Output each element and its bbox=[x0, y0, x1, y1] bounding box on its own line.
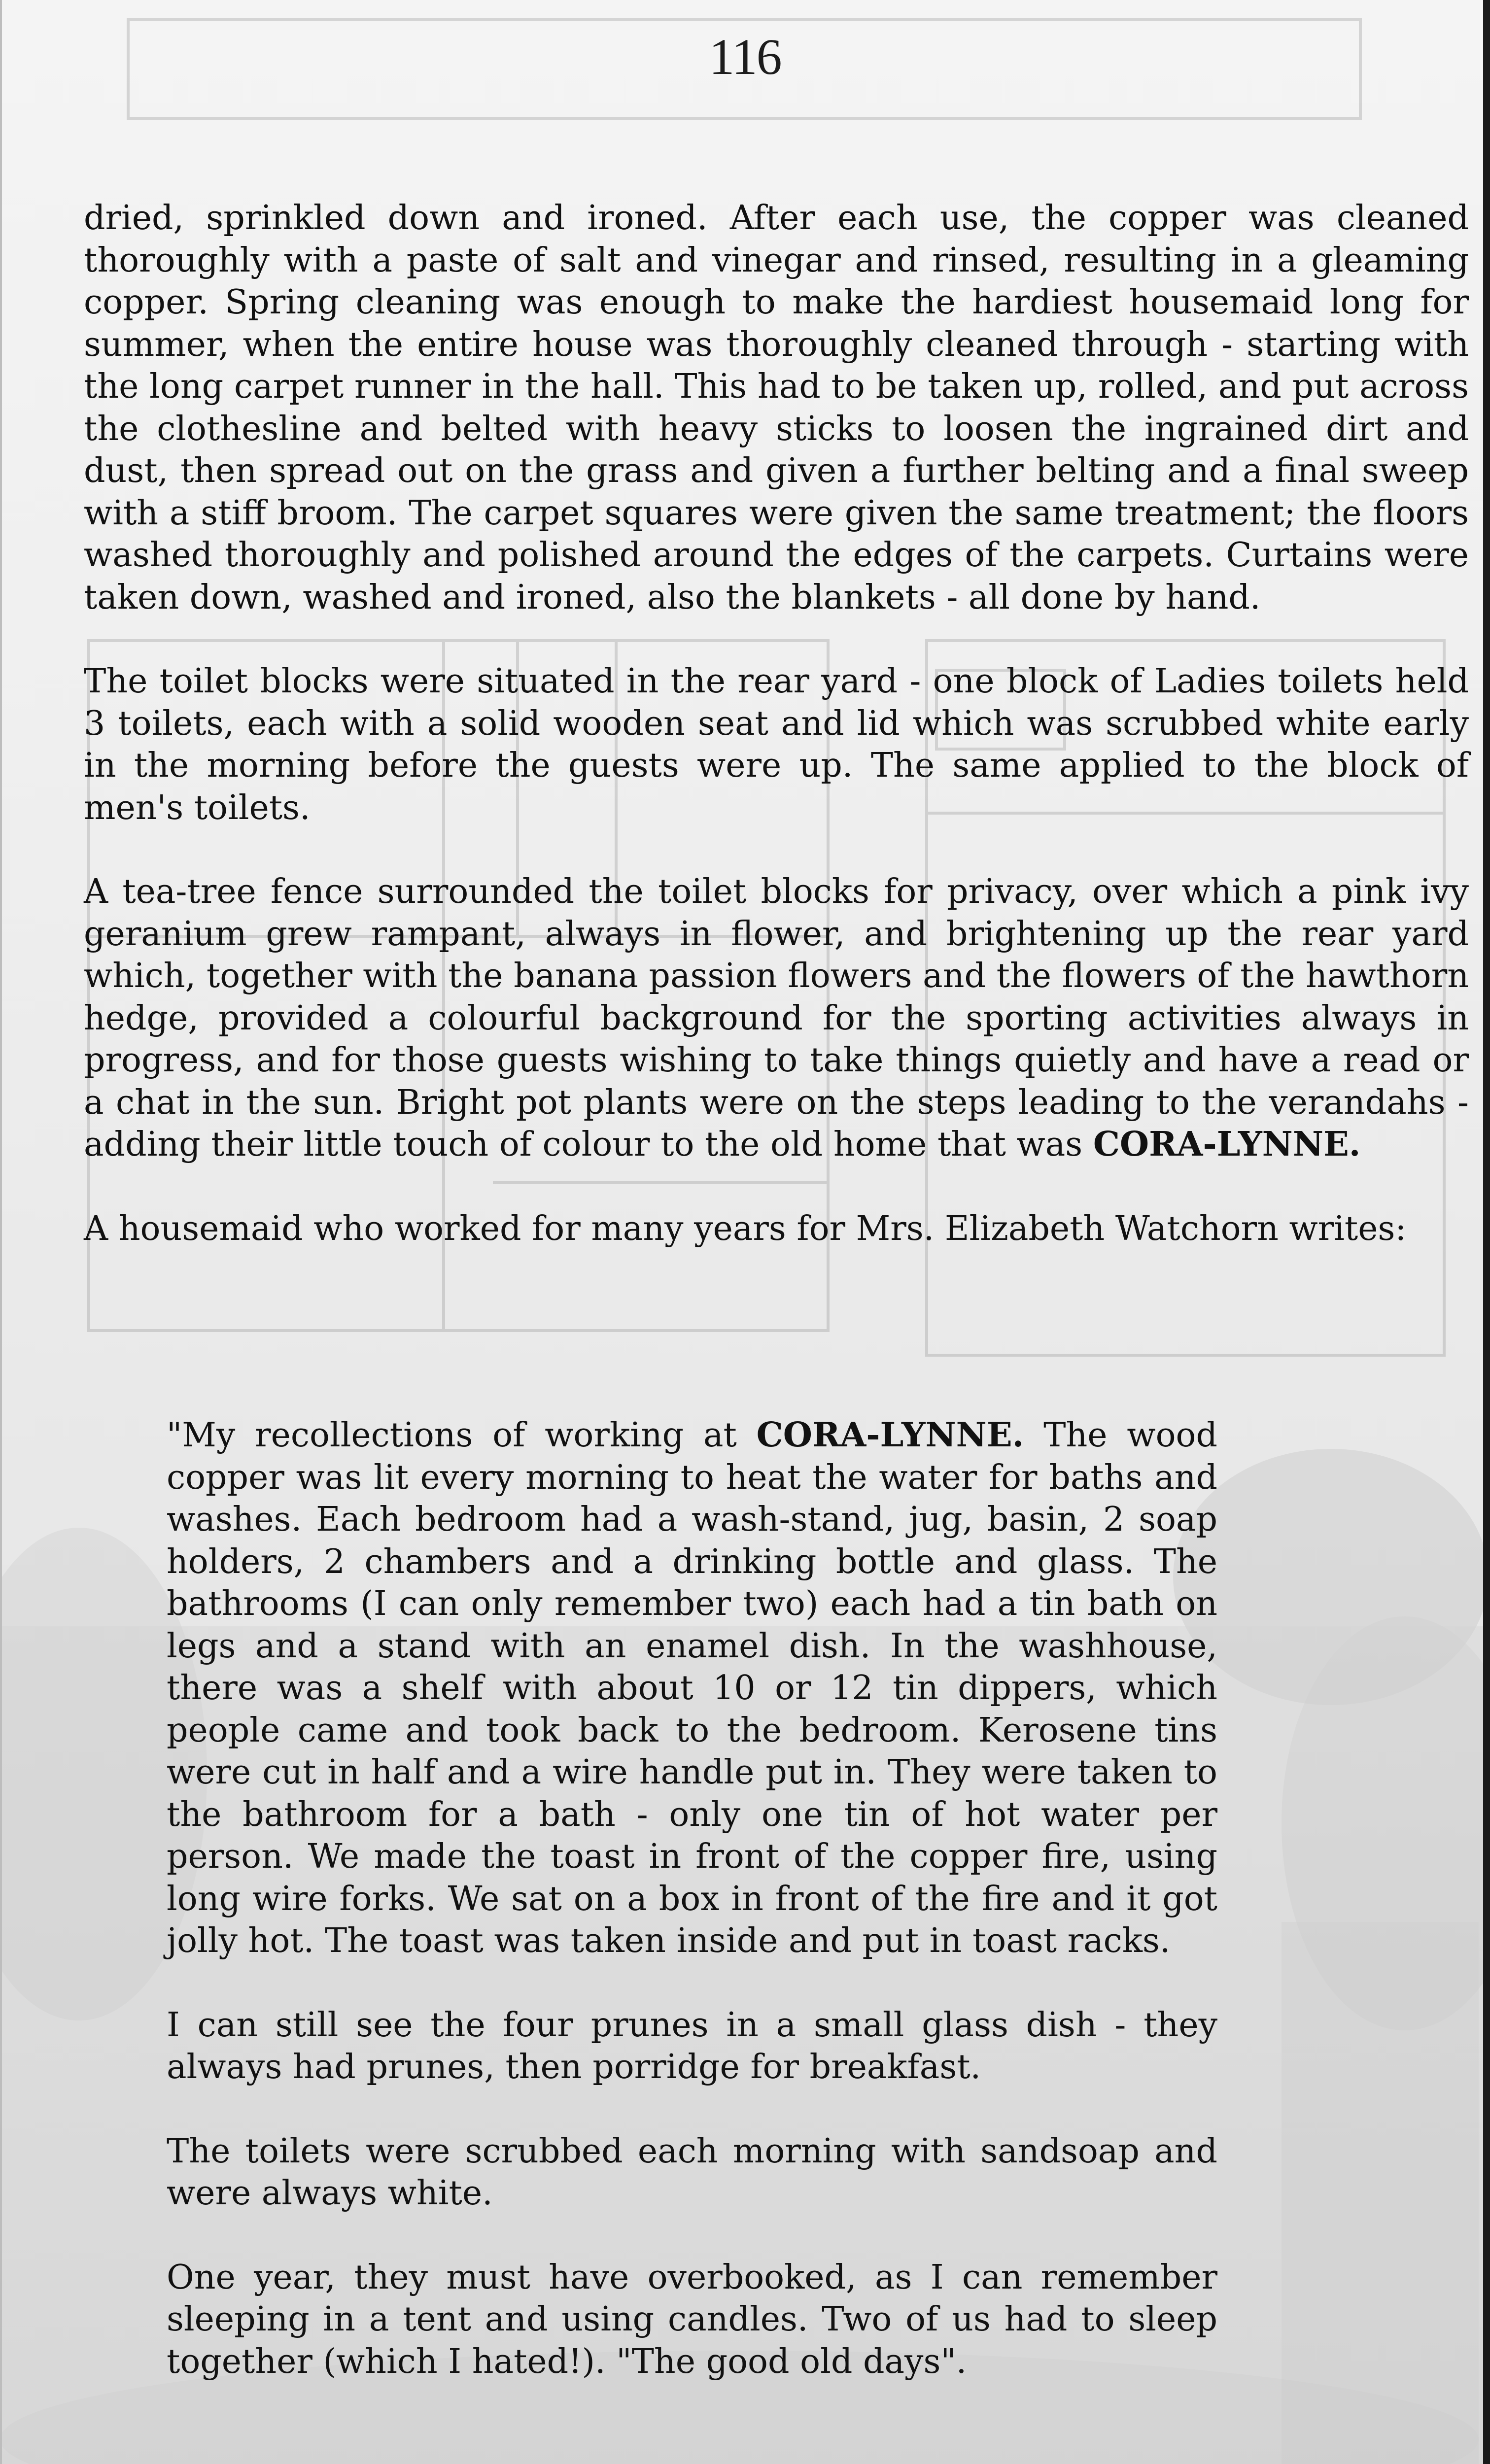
paragraph-housemaid-intro: A housemaid who worked for many years for Mrs. Elizabeth Watchorn writes: bbox=[84, 1209, 1407, 1248]
housemaid-quote bbox=[167, 1414, 1217, 2425]
page-left-edge bbox=[0, 0, 2, 2464]
quote-paragraph-overbooked: One year, they must have overbooked, as I can remember sleeping in a tent and using candles. Two of us had to sleep together (which I hated!). "The good old days". bbox=[167, 2258, 1217, 2381]
main-text bbox=[84, 197, 1469, 1292]
house-name: CORA-LYNNE. bbox=[756, 1415, 1024, 1455]
paragraph-laundry-cleaning: dried, sprinkled down and ironed. After each use, the copper was cleaned thoroughly with a paste of salt and vinegar and rinsed, resulting in a gleaming copper. Spring cleaning was enough to make the hardiest housemaid long for summer, when the entire house was thoroughly cleaned through - starting with the long carpet runner in the hall. This had to be taken up, rolled, and put across the clothesline and belted with heavy sticks to loosen the ingrained dirt and dust, then spread out on the grass and given a further belting and a final sweep with a stiff broom. The carpet squares were given the same treatment; the floors washed thoroughly and polished around the edges of the carpets. Curtains were taken down, washed and ironed, also the blankets - all done by hand. bbox=[84, 199, 1469, 617]
quote-paragraph-toilets: The toilets were scrubbed each morning with sandsoap and were always white. bbox=[167, 2131, 1217, 2213]
quote-paragraph-recollections: "My recollections of working at CORA-LYNNE. The wood copper was lit every morning to heat the water for baths and washes. Each bedroom had a wash-stand, jug, basin, 2 soap holders, 2 chambers and a drinking bottle and glass. The bathrooms (I can only remember two) each had a tin bath on legs and a stand with an enamel dish. In the washhouse, there was a shelf with about 10 or 12 tin dippers, which people came and took back to the bedroom. Kerosene tins were cut in half and a wire handle put in. They were taken to the bathroom for a bath - only one tin of hot water per person. We made the toast in front of the copper fire, using long wire forks. We sat on a box in front of the fire and it got jolly hot. The toast was taken inside and put in toast racks. bbox=[167, 1415, 1217, 1960]
paragraph-tea-tree-fence: A tea-tree fence surrounded the toilet blocks for privacy, over which a pink ivy geranium grew rampant, always in flower, and brightening up the rear yard which, together with the banana passion flowers and the flowers of the hawthorn hedge, provided a colourful background for the sporting activities always in progress, and for those guests wishing to take things quietly and have a read or a chat in the sun. Bright pot plants were on the steps leading to the verandahs - adding their little touch of colour to the old home that was CORA-LYNNE. bbox=[84, 872, 1469, 1164]
page-number: 116 bbox=[709, 29, 781, 85]
paragraph-toilet-blocks: The toilet blocks were situated in the rear yard - one block of Ladies toilets held 3 toilets, each with a solid wooden seat and lid which was scrubbed white early in the morning before the guests were up. The same applied to the block of men's toilets. bbox=[84, 662, 1469, 827]
house-name: CORA-LYNNE. bbox=[1093, 1125, 1361, 1164]
quote-paragraph-prunes: I can still see the four prunes in a small glass dish - they always had prunes, then porridge for breakfast. bbox=[167, 2005, 1217, 2087]
page-right-edge bbox=[1483, 0, 1490, 2464]
